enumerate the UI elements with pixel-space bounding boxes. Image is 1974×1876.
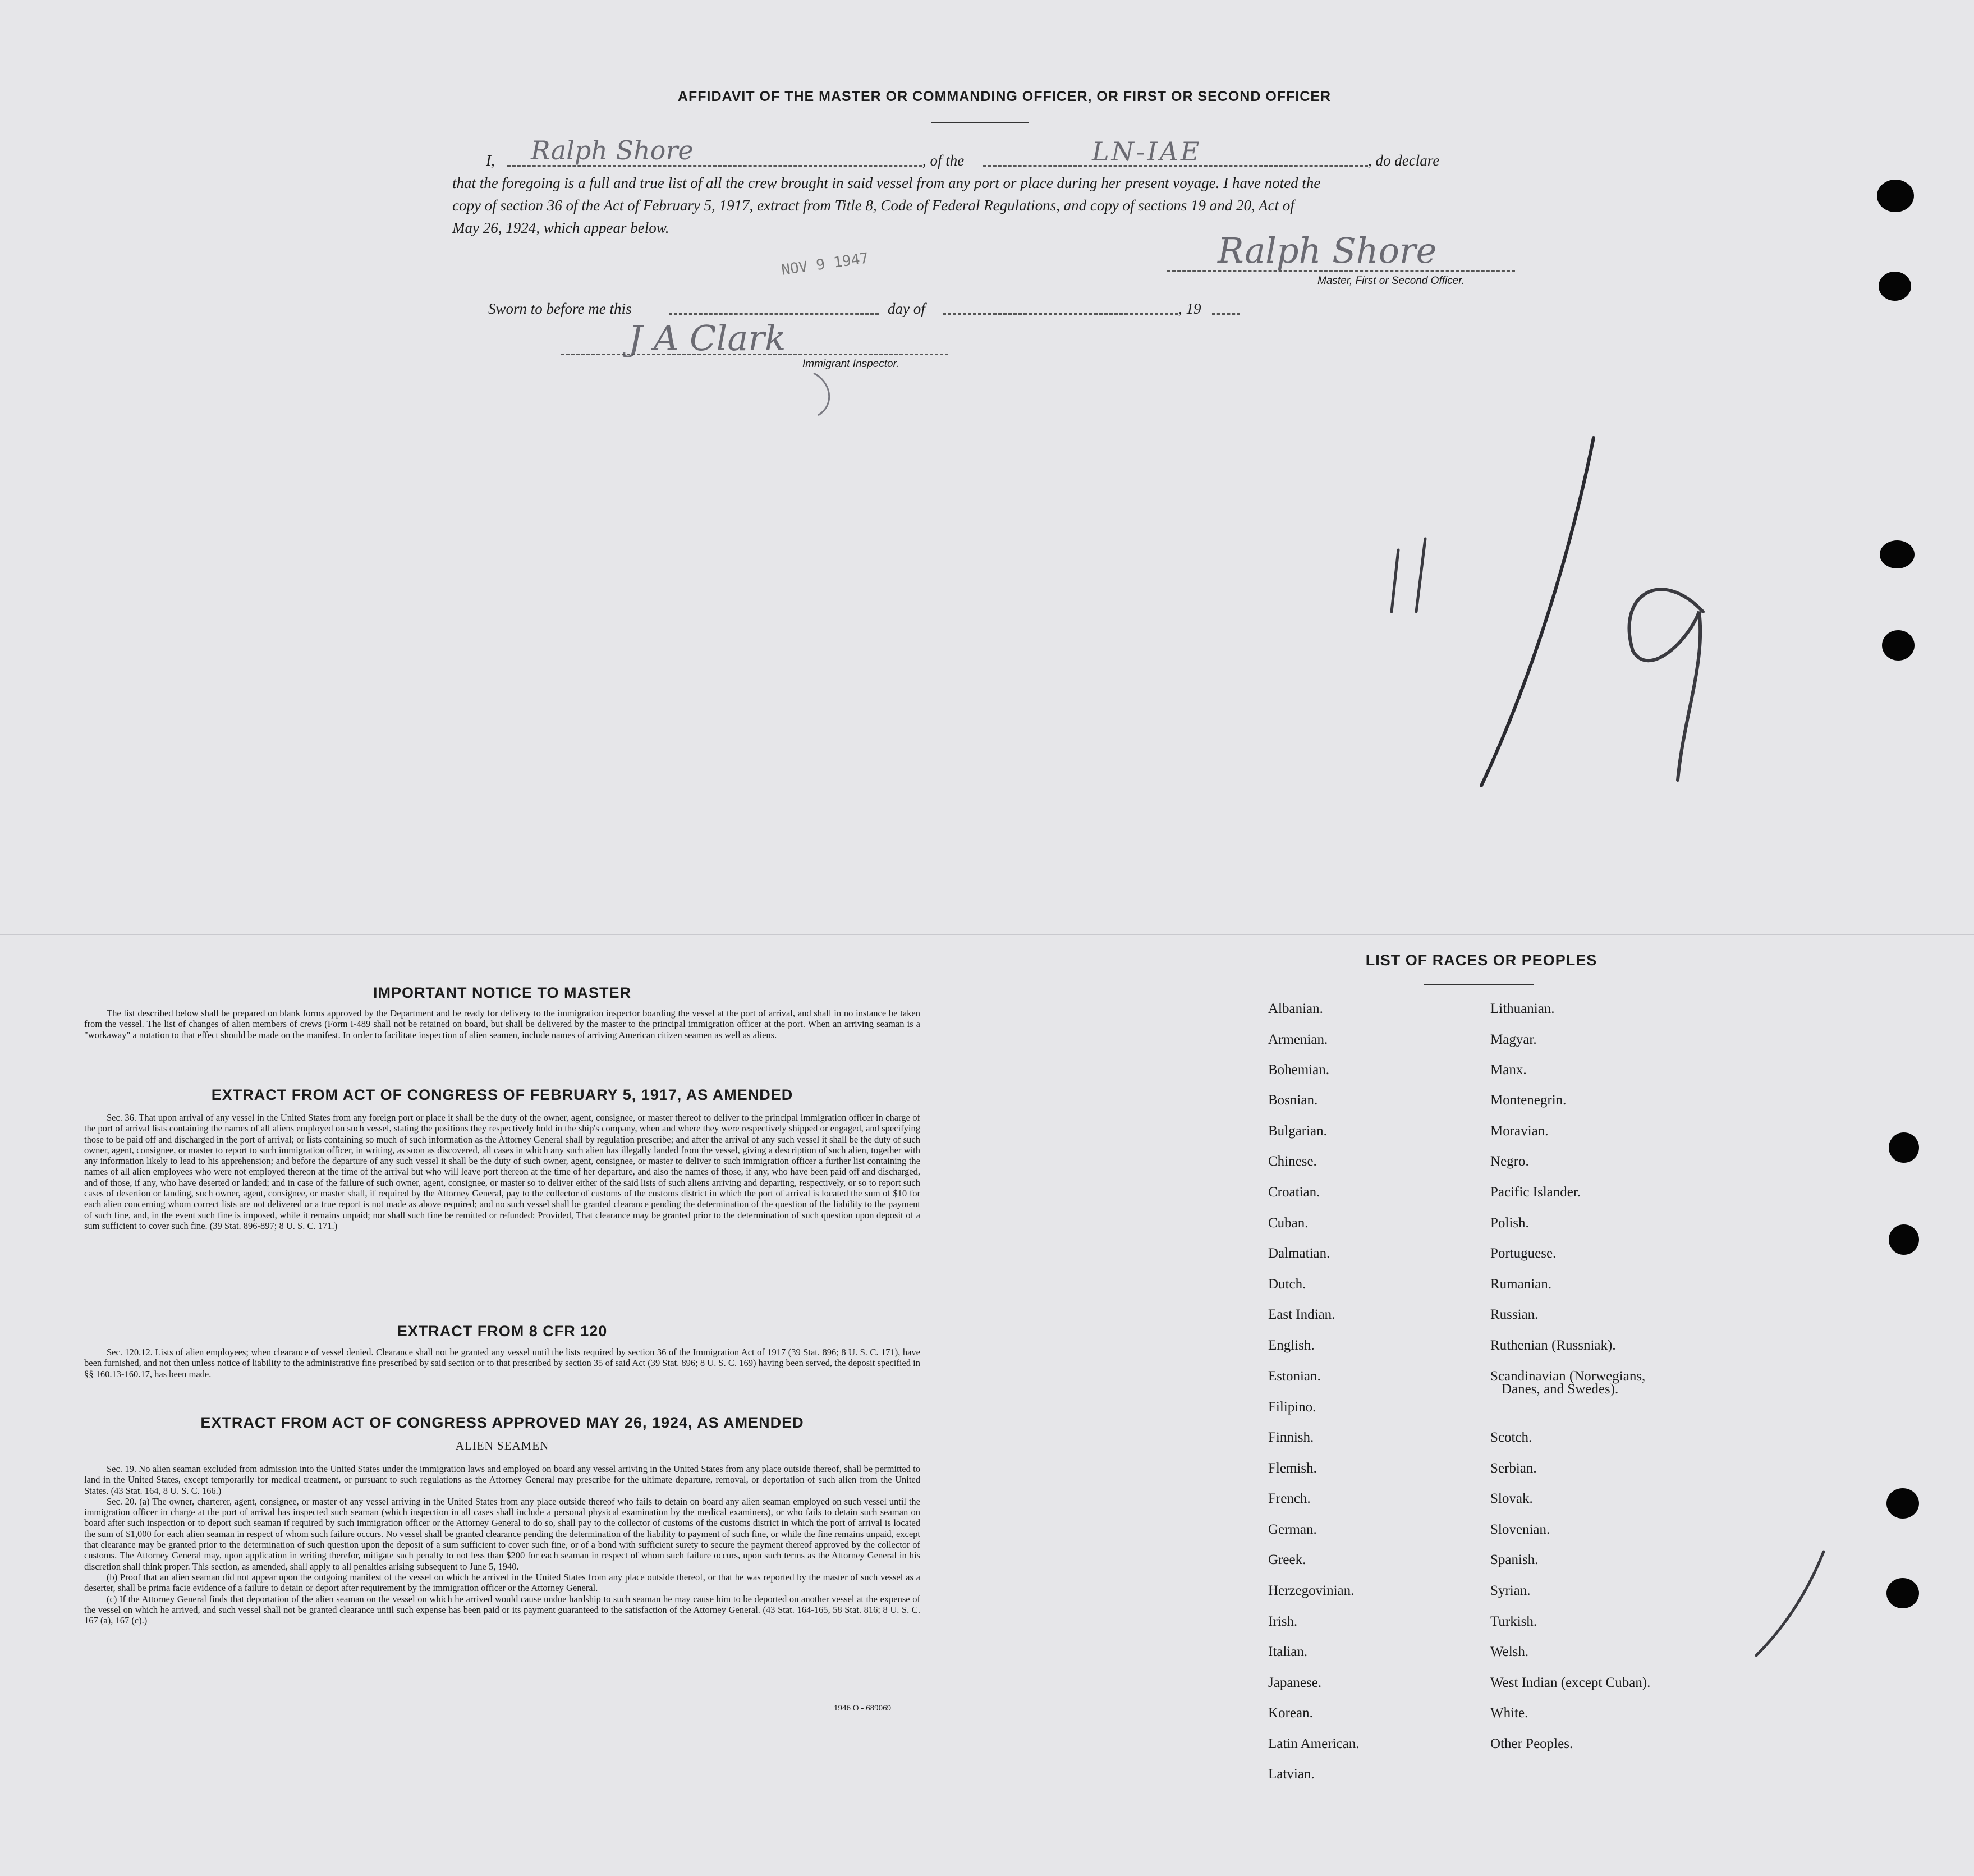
race-item: Dutch. — [1268, 1277, 1306, 1292]
race-item: Danes, and Swedes). — [1502, 1382, 1619, 1397]
extract-1924-sec20b: (b) Proof that an alien seaman did not appear upon the outgoing manifest of the vessel on which he arrived in the United States from any place outside thereof, or that he was reported by the master of such vessel as a deserter, shall be prima facie evidence of a failure to detain or deport after requirement by the immigration officer or the Attorney General. — [84, 1571, 920, 1594]
race-item: Portuguese. — [1490, 1246, 1557, 1261]
race-item: Manx. — [1490, 1062, 1527, 1077]
inspector-signature-line — [561, 354, 948, 355]
race-item: Scotch. — [1490, 1430, 1532, 1445]
of-the-label: , of the — [922, 152, 965, 169]
race-item: Greek. — [1268, 1552, 1306, 1567]
i-label: I, — [486, 152, 495, 169]
signature-caption: Master, First or Second Officer. — [1317, 275, 1465, 287]
race-item: Dalmatian. — [1268, 1246, 1330, 1261]
handwritten-count-mark — [1347, 426, 1773, 797]
fold-line — [0, 934, 1974, 935]
binder-hole — [1886, 1578, 1919, 1608]
race-item: Latin American. — [1268, 1736, 1360, 1751]
race-item: Italian. — [1268, 1644, 1308, 1659]
race-item: Slovak. — [1490, 1491, 1533, 1506]
races-title: LIST OF RACES OR PEOPLES — [1365, 952, 1597, 969]
extract-1924-body — [84, 1464, 920, 1626]
declaration-line-3: copy of section 36 of the Act of February 5, 1917, extract from Title 8, Code of Federal Regulations, and copy of sections 19 and 20, Act of — [452, 197, 1294, 214]
race-item: Scandinavian (Norwegians, — [1490, 1369, 1646, 1384]
extract-cfr-paragraph: Sec. 120.12. Lists of alien employees; when clearance of vessel denied. Clearance shall not be granted any vessel until the lists required by section 36 of the Immigration Act of 1917 (39 Stat. 896; 8 U. S. C. 171), have been furnished, and not then unless notice of liability to the administrative fine prescribed by said section or to that prescribed by section 35 of said Act (39 Stat. 896; 8 U. S. C. 169) having been served, the deposit specified in §§ 160.13-160.17, has been made. — [84, 1347, 920, 1379]
binder-hole — [1886, 1488, 1919, 1519]
race-item: Irish. — [1268, 1614, 1298, 1629]
sworn-year-blank — [1212, 313, 1240, 315]
extract-1924-sec20a: Sec. 20. (a) The owner, charterer, agent, consignee, or master of any vessel arriving in the United States from any place outside thereof who fails to detain on board any alien seaman employed on such vessel until the immigration officer in charge at the port of arrival has inspected such seaman (which inspection in all cases shall include a personal physical examination by the medical examiners), or who fails to detain such seaman on board after such inspection or to deport such seaman if required by such immigration officer or the Attorney General to do so, shall pay to the collector of customs of the customs district in which the port of arrival is located the sum of $1,000 for each alien seaman in respect of whom such failure occurs. No vessel shall be granted clearance pending the determination of the liability to payment of such fine, or while the fine remains unpaid, except that clearance may be granted prior to the determination of such question upon the deposit of a sum sufficient to cover such fine, or of a bond with sufficient surety to secure the payment thereof approved by the collector of customs. The Attorney General may, upon application in writing therefor, mitigate such penalty to not less than $200 for each seaman in respect of whom such failure occurs, upon such terms as the Attorney General in his discretion shall think proper. This section, as amended, shall apply to all penalties arising subsequent to June 5, 1940. — [84, 1496, 920, 1572]
sworn-day-blank — [669, 313, 879, 315]
extract-cfr-body — [84, 1347, 920, 1379]
race-item: Cuban. — [1268, 1215, 1309, 1231]
race-item: Bosnian. — [1268, 1093, 1318, 1108]
race-item: Flemish. — [1268, 1461, 1317, 1476]
inspector-caption: Immigrant Inspector. — [802, 358, 899, 370]
race-item: Serbian. — [1490, 1461, 1537, 1476]
do-declare-label: , do declare — [1368, 152, 1440, 169]
binder-hole — [1882, 630, 1915, 661]
race-item: Korean. — [1268, 1705, 1313, 1721]
race-item: Finnish. — [1268, 1430, 1314, 1445]
notice-paragraph: The list described below shall be prepared on blank forms approved by the Department and be ready for delivery to the immigration inspector boarding the vessel at the port of arrival, and shall in no instance be taken from the vessel. The list of changes of alien members of crews (Form I-489 shall not be retained on board, but shall be delivered by the master to the principal immigration officer at the port. When an arriving seaman is a "workaway" a notation to that effect should be made on the manifest. In order to facilitate inspection of alien seamen, include names of arriving American citizen seamen as well as aliens. — [84, 1008, 920, 1040]
binder-hole — [1879, 272, 1911, 301]
title-underline — [931, 122, 1029, 123]
binder-hole — [1889, 1132, 1919, 1163]
race-item: White. — [1490, 1705, 1528, 1721]
extract-1924-sec19: Sec. 19. No alien seaman excluded from admission into the United States under the immigration laws and employed on board any vessel arriving in the United States from any place outside thereof, shall be permitted to land in the United States, except temporarily for medical treatment, or pursuant to such regulations as the Attorney General may prescribe for the ultimate departure, removal, or deportation of such alien from the United States. (43 Stat. 164, 8 U. S. C. 166.) — [84, 1464, 920, 1496]
race-item: Pacific Islander. — [1490, 1185, 1581, 1200]
date-stamp: NOV 9 1947 — [780, 250, 870, 279]
race-item: Latvian. — [1268, 1767, 1315, 1782]
race-item: Ruthenian (Russniak). — [1490, 1338, 1616, 1353]
race-item: Japanese. — [1268, 1675, 1322, 1690]
affidavit-title: AFFIDAVIT OF THE MASTER OR COMMANDING OFFICER, OR FIRST OR SECOND OFFICER — [677, 89, 1332, 104]
race-item: Rumanian. — [1490, 1277, 1552, 1292]
binder-hole — [1889, 1224, 1919, 1255]
race-item: Estonian. — [1268, 1369, 1321, 1384]
handwritten-tick — [1751, 1549, 1829, 1661]
extract-1924-sec20c: (c) If the Attorney General finds that deportation of the alien seaman on the vessel on which he arrived would cause undue hardship to such seaman he may cause him to be deported on another vessel at the expense of the vessel on which he arrived, and such vessel shall not be granted clearance until such expense has been paid or its payment guaranteed to the satisfaction of the Attorney General. (43 Stat. 164-165, 58 Stat. 816; 8 U. S. C. 167 (a), 167 (c).) — [84, 1593, 920, 1626]
race-item: Russian. — [1490, 1307, 1539, 1322]
year-label: , 19 — [1178, 300, 1201, 317]
race-item: Montenegrin. — [1490, 1093, 1567, 1108]
race-item: Welsh. — [1490, 1644, 1529, 1659]
notice-body — [84, 1008, 920, 1040]
race-item: Lithuanian. — [1490, 1001, 1555, 1016]
races-title-underline — [1424, 984, 1534, 985]
declaration-line-1 — [486, 135, 1524, 172]
extract-1917-body — [84, 1112, 920, 1231]
declaration-line-2: that the foregoing is a full and true list of all the crew brought in said vessel from any port or place during her present voyage. I have noted the — [452, 175, 1321, 191]
race-item: Magyar. — [1490, 1032, 1537, 1047]
declaration-line-4: May 26, 1924, which appear below. — [452, 219, 669, 236]
race-item: West Indian (except Cuban). — [1490, 1675, 1651, 1690]
extract-1924-subtitle: ALIEN SEAMEN — [455, 1439, 549, 1452]
extract-1917-title: EXTRACT FROM ACT OF CONGRESS OF FEBRUARY 5, 1917, AS AMENDED — [211, 1086, 793, 1103]
race-item: Moravian. — [1490, 1123, 1549, 1139]
binder-hole — [1877, 180, 1914, 212]
race-item: Bohemian. — [1268, 1062, 1330, 1077]
race-item: English. — [1268, 1338, 1315, 1353]
race-item: Polish. — [1490, 1215, 1529, 1231]
print-code: 1946 O - 689069 — [834, 1704, 892, 1713]
race-item: Chinese. — [1268, 1154, 1317, 1169]
race-item: Filipino. — [1268, 1400, 1316, 1415]
race-item: Spanish. — [1490, 1552, 1539, 1567]
notice-title: IMPORTANT NOTICE TO MASTER — [373, 984, 631, 1001]
race-item: Negro. — [1490, 1154, 1529, 1169]
race-item: East Indian. — [1268, 1307, 1335, 1322]
master-name-handwritten: Ralph Shore — [531, 135, 694, 166]
race-item: French. — [1268, 1491, 1311, 1506]
extract-1917-paragraph: Sec. 36. That upon arrival of any vessel in the United States from any foreign port or place it shall be the duty of the owner, agent, consignee, or master thereof to deliver to the principal immigration officer in charge of the port of arrival lists containing the names of all aliens employed on such vessel, stating the positions they respectively hold in the ship's company, when and where they were respectively shipped or engaged, and specifying those to be paid off and discharged in the port of arrival; or lists containing so much of such information as the Attorney General shall by regulation prescribe; and after the arrival of any such vessel it shall be the duty of such owner, agent, consignee, or master to report to such immigration officer, in writing, as soon as discovered, all cases in which any such alien has illegally landed from the vessel, giving a description of such alien, together with any information likely to lead to his apprehension; and before the departure of any such vessel it shall be the duty of such owner, agent, consignee, or master to deliver to such immigration officer a further list containing the names of all alien employees who were not employed thereon at the time of the arrival but who will leave port thereon at the time of her departure, and also the names of those, if any, who have been paid off and discharged, and of those, if any, who have deserted or landed; and in case of the failure of such owner, agent, consignee, or master so to deliver either of the said lists of such aliens arriving and departing, respectively, or so to report such cases of desertion or landing, such owner, agent, consignee, or master shall, if required by the Attorney General, pay to the collector of customs of the customs district in which the port of arrival is located the sum of $10 for each alien concerning whom correct lists are not delivered or a true report is not made as above required; and no such vessel shall be granted clearance pending the determination of the question of the liability to the payment of such fine, and, in the event such fine is imposed, while it remains unpaid; nor shall such fine be remitted or refunded: Provided, That clearance may be granted prior to the determination of such question upon deposit of a sum sufficient to cover such fine. (39 Stat. 896-897; 8 U. S. C. 171.) — [84, 1112, 920, 1231]
binder-hole — [1880, 540, 1915, 568]
race-item: Croatian. — [1268, 1185, 1320, 1200]
race-item: Herzegovinian. — [1268, 1583, 1355, 1598]
inspector-signature: J A Clark — [628, 318, 786, 359]
sworn-month-blank — [943, 313, 1178, 315]
race-item: Syrian. — [1490, 1583, 1531, 1598]
inspector-flourish — [808, 370, 842, 421]
sworn-label: Sworn to before me this — [488, 300, 632, 317]
sworn-line — [488, 297, 1274, 320]
race-item: Albanian. — [1268, 1001, 1323, 1016]
extract-cfr-title: EXTRACT FROM 8 CFR 120 — [397, 1323, 608, 1340]
master-signature: Ralph Shore — [1218, 230, 1437, 271]
race-item: Slovenian. — [1490, 1522, 1550, 1537]
race-item: Bulgarian. — [1268, 1123, 1327, 1139]
race-item: Turkish. — [1490, 1614, 1537, 1629]
race-item: Other Peoples. — [1490, 1736, 1573, 1751]
extract-1924-title: EXTRACT FROM ACT OF CONGRESS APPROVED MAY 26, 1924, AS AMENDED — [200, 1414, 804, 1431]
race-item: German. — [1268, 1522, 1317, 1537]
day-of-label: day of — [888, 300, 925, 317]
vessel-name-handwritten: LN-IAE — [1092, 136, 1202, 167]
race-item: Armenian. — [1268, 1032, 1328, 1047]
